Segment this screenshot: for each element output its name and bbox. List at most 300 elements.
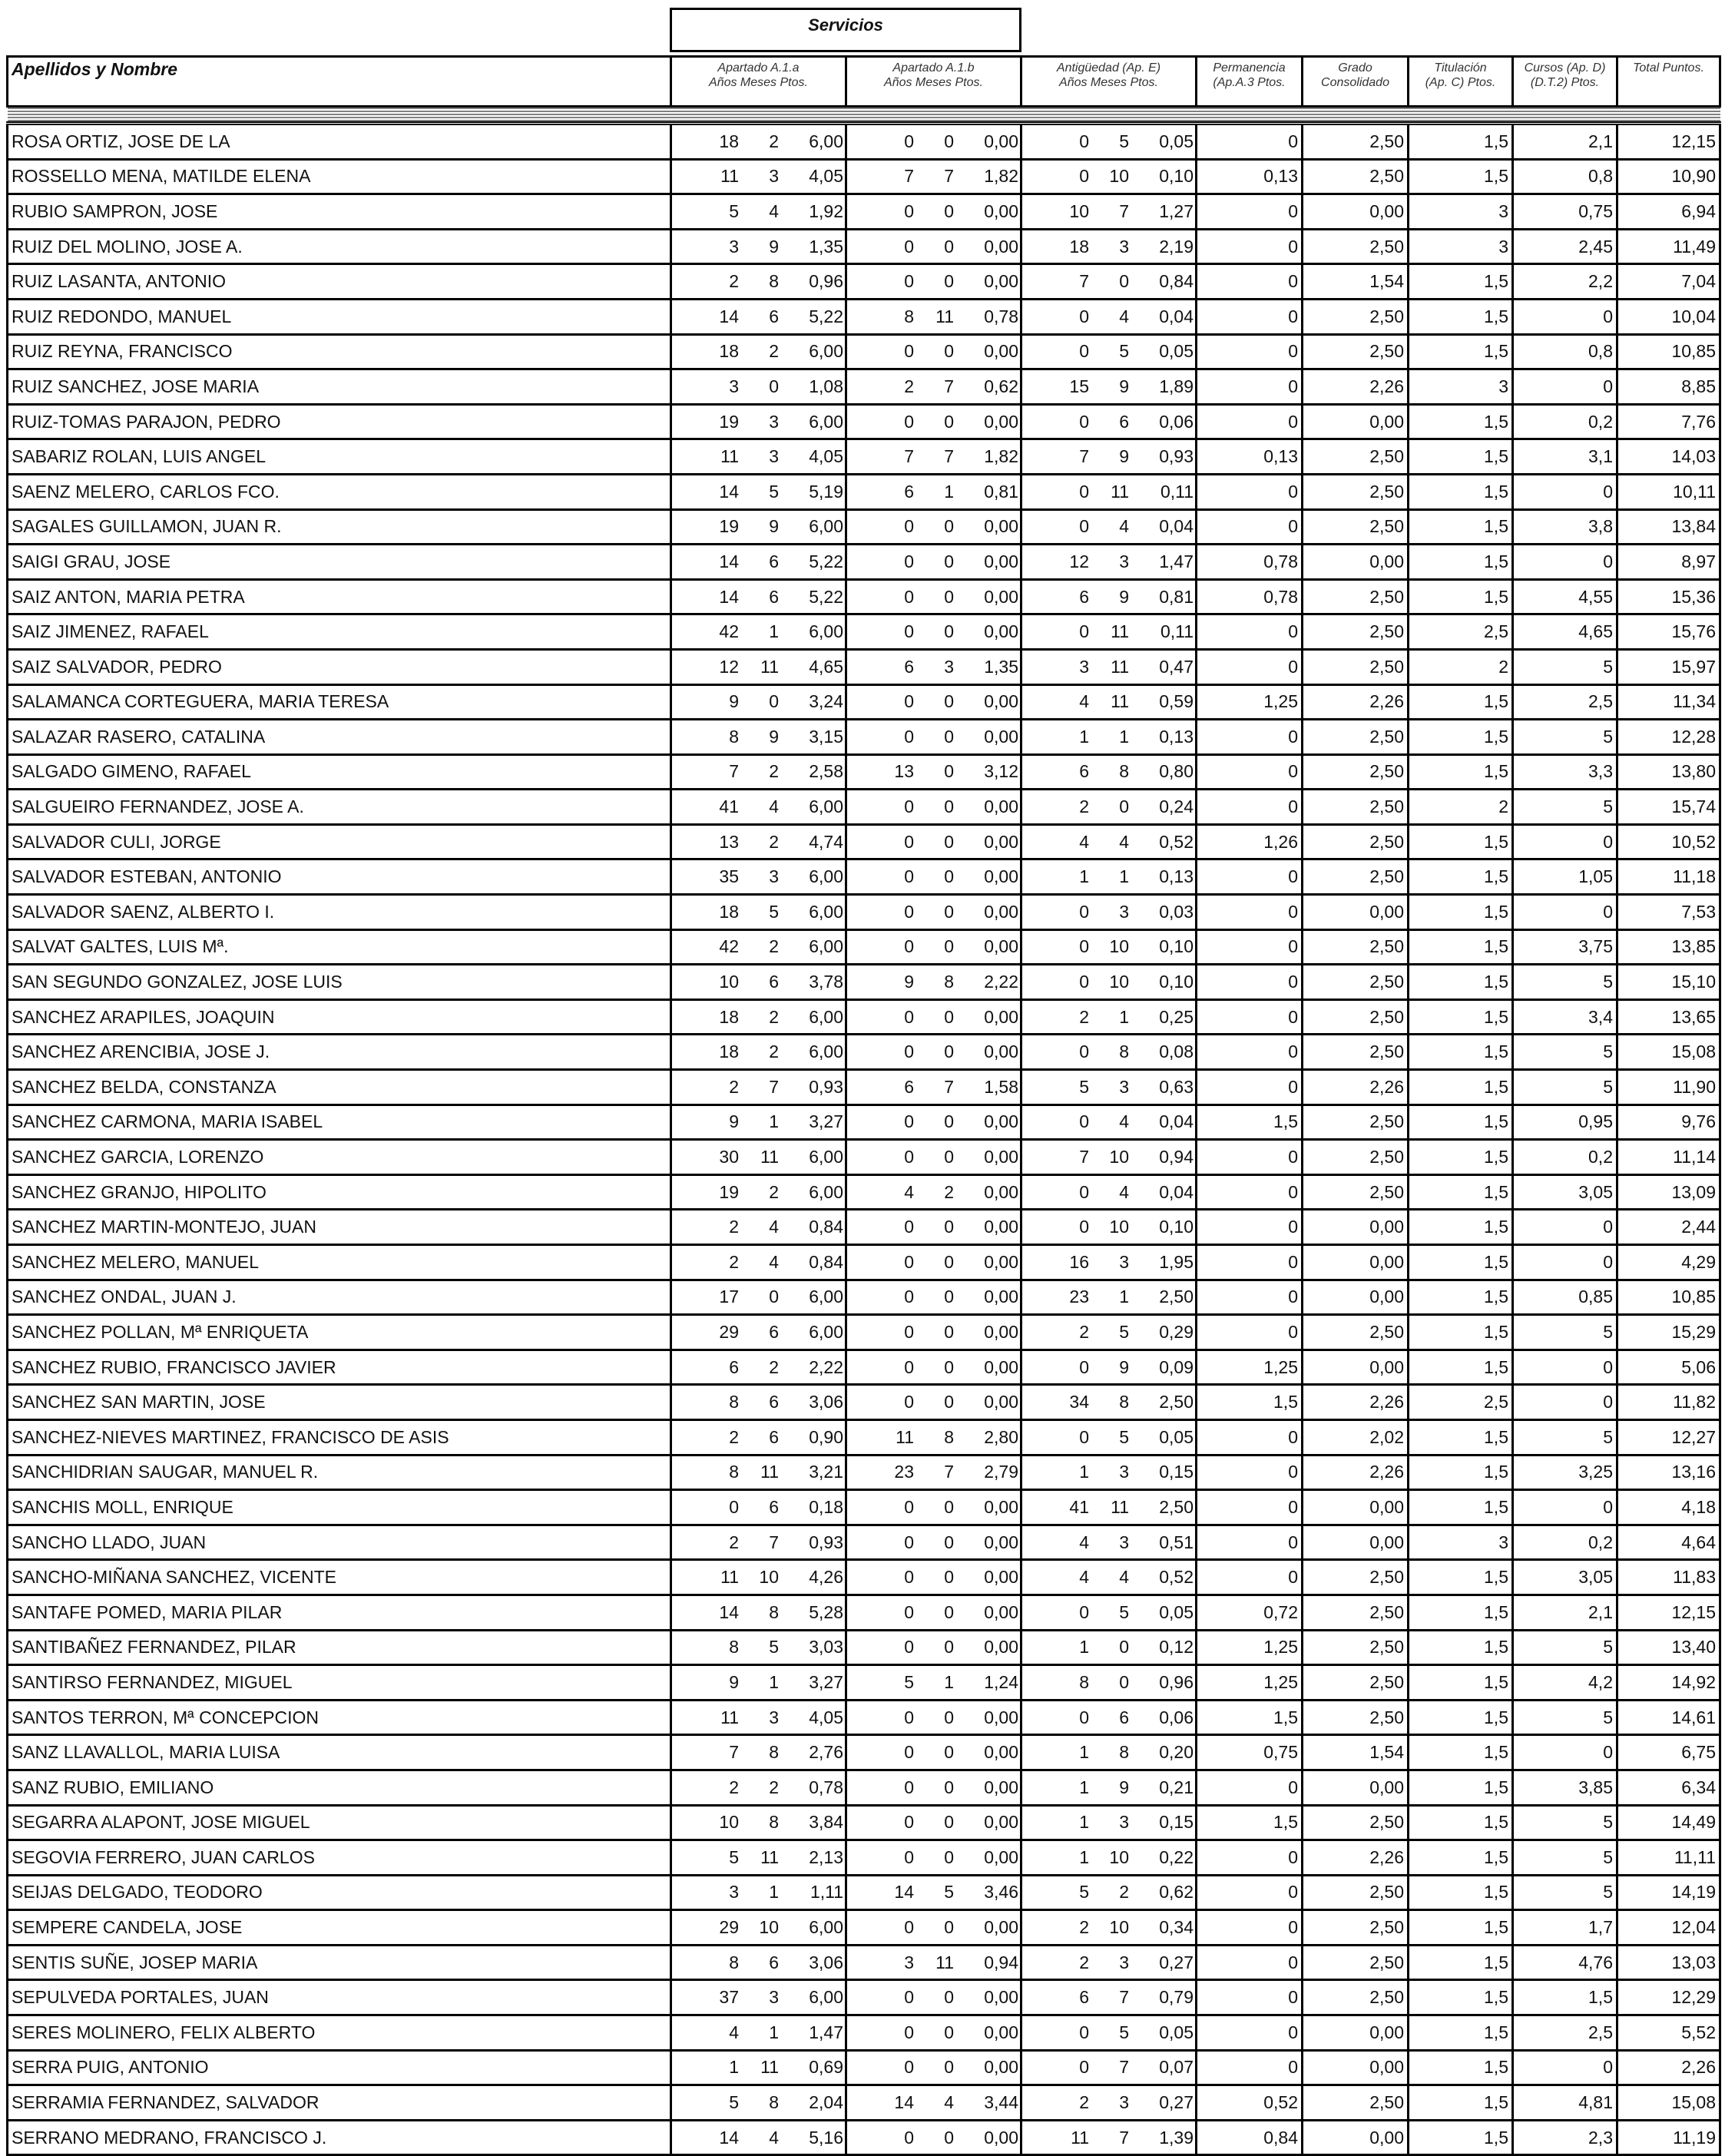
cell-a1b-anos: 2 <box>904 376 914 396</box>
cell-a1b-anos: 0 <box>904 1812 914 1833</box>
cell-a1b-meses: 7 <box>944 1076 954 1097</box>
cell-grado: 0,00 <box>1303 1770 1409 1805</box>
cell-grado: 2,50 <box>1303 159 1409 194</box>
cell-a1a <box>671 859 846 895</box>
cell-a1a-meses: 3 <box>769 166 779 187</box>
cell-a1b <box>846 1945 1021 1980</box>
cell-antiguedad-meses: 7 <box>1119 200 1129 221</box>
cell-titulacion: 1,5 <box>1409 2050 1513 2085</box>
cell-antiguedad-meses: 0 <box>1119 271 1129 292</box>
cell-a1a-ptos: 2,58 <box>809 761 843 782</box>
cell-a1a-anos: 19 <box>719 1181 739 1202</box>
cell-a1a <box>671 1350 846 1385</box>
cell-a1a-ptos: 5,19 <box>809 481 843 502</box>
cell-a1b-ptos: 0,00 <box>984 131 1018 151</box>
cell-a1a <box>671 545 846 580</box>
cell-cursos: 0,8 <box>1513 334 1617 369</box>
cell-a1b <box>846 1104 1021 1140</box>
cell-antiguedad-meses: 9 <box>1119 446 1129 467</box>
cell-a1a <box>671 790 846 825</box>
cell-a1a-meses: 6 <box>769 1321 779 1342</box>
cell-titulacion: 1,5 <box>1409 264 1513 300</box>
cell-permanencia: 1,25 <box>1197 1630 1303 1665</box>
cell-a1a-meses: 6 <box>769 586 779 607</box>
cell-antiguedad-ptos: 0,20 <box>1159 1742 1194 1763</box>
cell-a1a-anos: 42 <box>719 621 739 642</box>
cell-a1a-anos: 37 <box>719 1987 739 2008</box>
cell-grado: 2,50 <box>1303 1630 1409 1665</box>
cell-a1a <box>671 474 846 509</box>
cell-a1a-anos: 18 <box>719 1006 739 1027</box>
cell-a1b-ptos: 0,00 <box>984 831 1018 852</box>
cell-a1a-meses: 6 <box>769 1952 779 1972</box>
cell-antiguedad <box>1021 1350 1197 1385</box>
cell-a1a-meses: 7 <box>769 1532 779 1552</box>
cell-a1a <box>671 1419 846 1455</box>
cell-permanencia: 0,78 <box>1197 545 1303 580</box>
cell-total: 5,52 <box>1617 2015 1720 2051</box>
cell-a1a-meses: 3 <box>769 1707 779 1727</box>
cell-a1a-anos: 8 <box>729 1462 739 1482</box>
cell-a1a-anos: 42 <box>719 936 739 957</box>
cell-antiguedad-ptos: 2,50 <box>1159 1287 1194 1307</box>
cell-permanencia: 0 <box>1197 2050 1303 2085</box>
cell-a1b <box>846 2120 1021 2155</box>
cell-grado: 2,50 <box>1303 1035 1409 1070</box>
cell-cursos: 0 <box>1513 369 1617 405</box>
cell-total: 14,19 <box>1617 1875 1720 1910</box>
cell-a1b-ptos: 0,00 <box>984 1742 1018 1763</box>
cell-a1b-anos: 0 <box>904 1707 914 1727</box>
cell-grado: 0,00 <box>1303 545 1409 580</box>
cell-antiguedad <box>1021 1315 1197 1350</box>
cell-a1a-meses: 4 <box>769 1251 779 1272</box>
cell-antiguedad-meses: 0 <box>1119 1671 1129 1692</box>
cell-total: 15,10 <box>1617 965 1720 1000</box>
cell-a1a <box>671 1140 846 1175</box>
cell-a1a-ptos: 5,22 <box>809 586 843 607</box>
table-row <box>8 1104 1720 1140</box>
cell-a1a-meses: 1 <box>769 621 779 642</box>
cell-antiguedad-anos: 2 <box>1079 2092 1089 2113</box>
cell-antiguedad-anos: 1 <box>1079 1637 1089 1658</box>
cell-cursos: 3,3 <box>1513 754 1617 790</box>
cell-titulacion: 1,5 <box>1409 1490 1513 1525</box>
cell-permanencia: 0 <box>1197 1210 1303 1245</box>
table-row <box>8 1665 1720 1701</box>
cell-antiguedad-anos: 0 <box>1079 411 1089 432</box>
table-row <box>8 404 1720 439</box>
cell-a1a <box>671 614 846 650</box>
cell-titulacion: 1,5 <box>1409 1035 1513 1070</box>
cell-name: SALVAT GALTES, LUIS Mª. <box>8 929 671 965</box>
cell-antiguedad-anos: 5 <box>1079 1076 1089 1097</box>
cell-a1a <box>671 1385 846 1420</box>
cell-name: SALVADOR SAENZ, ALBERTO I. <box>8 895 671 930</box>
cell-a1a <box>671 1665 846 1701</box>
cell-total: 13,16 <box>1617 1455 1720 1490</box>
col-header-name: Apellidos y Nombre <box>8 57 671 107</box>
cell-grado: 2,50 <box>1303 1174 1409 1210</box>
cell-permanencia: 0 <box>1197 1490 1303 1525</box>
cell-total: 11,49 <box>1617 229 1720 264</box>
cell-a1b-meses: 0 <box>944 796 954 817</box>
cell-a1a-anos: 11 <box>720 1567 739 1588</box>
cell-a1a-meses: 2 <box>769 936 779 957</box>
cell-cursos: 2,1 <box>1513 1595 1617 1630</box>
table-row <box>8 1245 1720 1280</box>
cell-a1b-ptos: 0,00 <box>984 1532 1018 1552</box>
cell-a1b-ptos: 3,44 <box>984 2092 1018 2113</box>
cell-total: 12,29 <box>1617 1980 1720 2015</box>
cell-a1a-anos: 41 <box>719 796 739 817</box>
cell-a1a <box>671 124 846 160</box>
cell-a1a <box>671 1315 846 1350</box>
table-row <box>8 1595 1720 1630</box>
cell-a1a <box>671 720 846 755</box>
table-row <box>8 895 1720 930</box>
cell-cursos: 5 <box>1513 1875 1617 1910</box>
cell-antiguedad-ptos: 0,59 <box>1159 691 1194 712</box>
cell-antiguedad-anos: 0 <box>1079 1601 1089 1622</box>
cell-antiguedad-meses: 1 <box>1119 866 1129 887</box>
cell-cursos: 1,7 <box>1513 1910 1617 1946</box>
cell-antiguedad-anos: 0 <box>1079 1426 1089 1447</box>
cell-total: 12,15 <box>1617 124 1720 160</box>
cell-antiguedad-meses: 3 <box>1119 236 1129 257</box>
cell-antiguedad-ptos: 0,06 <box>1159 1707 1194 1727</box>
cell-a1a-meses: 8 <box>769 1742 779 1763</box>
cell-antiguedad <box>1021 1455 1197 1490</box>
cell-antiguedad-meses: 3 <box>1119 551 1129 571</box>
cell-a1b <box>846 999 1021 1035</box>
cell-titulacion: 1,5 <box>1409 1350 1513 1385</box>
cell-a1b-meses: 0 <box>944 936 954 957</box>
cell-a1b-anos: 0 <box>904 2022 914 2042</box>
cell-name: SENTIS SUÑE, JOSEP MARIA <box>8 1945 671 1980</box>
cell-antiguedad-meses: 8 <box>1119 1742 1129 1763</box>
cell-antiguedad-meses: 0 <box>1119 1637 1129 1658</box>
cell-permanencia: 0 <box>1197 1174 1303 1210</box>
cell-antiguedad-ptos: 0,22 <box>1159 1846 1194 1867</box>
cell-a1b-meses: 0 <box>944 866 954 887</box>
cell-permanencia: 0,13 <box>1197 439 1303 475</box>
cell-permanencia: 0 <box>1197 1770 1303 1805</box>
cell-permanencia: 0,75 <box>1197 1735 1303 1770</box>
cell-antiguedad-meses: 3 <box>1119 1812 1129 1833</box>
cell-titulacion: 3 <box>1409 1525 1513 1560</box>
cell-antiguedad-ptos: 0,06 <box>1159 411 1194 432</box>
cell-a1b-meses: 0 <box>944 1567 954 1588</box>
cell-titulacion: 2,5 <box>1409 614 1513 650</box>
cell-a1b-ptos: 0,00 <box>984 901 1018 922</box>
cell-antiguedad <box>1021 1070 1197 1105</box>
cell-antiguedad <box>1021 404 1197 439</box>
cell-a1b-anos: 0 <box>904 901 914 922</box>
table-row <box>8 859 1720 895</box>
cell-permanencia: 1,5 <box>1197 1805 1303 1840</box>
cell-antiguedad-ptos: 0,09 <box>1159 1356 1194 1377</box>
cell-a1a-anos: 11 <box>720 166 739 187</box>
cell-a1a-meses: 5 <box>769 1637 779 1658</box>
cell-a1b-anos: 0 <box>904 1321 914 1342</box>
cell-a1b-ptos: 2,22 <box>984 972 1018 992</box>
table-row <box>8 1910 1720 1946</box>
cell-grado: 2,50 <box>1303 334 1409 369</box>
cell-a1a <box>671 1560 846 1595</box>
cell-antiguedad <box>1021 1980 1197 2015</box>
cell-grado: 0,00 <box>1303 1525 1409 1560</box>
cell-a1b <box>846 159 1021 194</box>
col-header-total: Total Puntos. <box>1617 57 1720 107</box>
cell-a1a <box>671 1595 846 1630</box>
cell-name: SANCHO-MIÑANA SANCHEZ, VICENTE <box>8 1560 671 1595</box>
cell-antiguedad-meses: 11 <box>1111 691 1129 712</box>
cell-grado: 2,50 <box>1303 754 1409 790</box>
cell-a1a-anos: 14 <box>719 551 739 571</box>
cell-antiguedad-ptos: 0,10 <box>1159 1217 1194 1237</box>
cell-antiguedad <box>1021 1630 1197 1665</box>
cell-a1b-ptos: 2,79 <box>984 1462 1018 1482</box>
cell-total: 6,34 <box>1617 1770 1720 1805</box>
cell-a1b-ptos: 0,94 <box>984 1952 1018 1972</box>
cell-a1b-meses: 0 <box>944 1707 954 1727</box>
cell-a1a-anos: 29 <box>719 1321 739 1342</box>
table-row <box>8 1455 1720 1490</box>
cell-antiguedad-meses: 10 <box>1109 936 1129 957</box>
cell-a1a-anos: 13 <box>719 831 739 852</box>
cell-a1a-meses: 6 <box>769 1426 779 1447</box>
cell-a1a-ptos: 0,93 <box>809 1532 843 1552</box>
cell-name: ROSSELLO MENA, MATILDE ELENA <box>8 159 671 194</box>
cell-grado: 0,00 <box>1303 404 1409 439</box>
cell-antiguedad-anos: 0 <box>1079 2022 1089 2042</box>
cell-antiguedad-meses: 4 <box>1119 1567 1129 1588</box>
cell-total: 6,94 <box>1617 194 1720 230</box>
cell-a1b-anos: 23 <box>894 1462 914 1482</box>
cell-a1a-meses: 1 <box>769 2022 779 2042</box>
cell-a1a <box>671 1840 846 1876</box>
cell-a1b-ptos: 0,00 <box>984 200 1018 221</box>
cell-antiguedad-anos: 0 <box>1079 166 1089 187</box>
cell-titulacion: 1,5 <box>1409 474 1513 509</box>
cell-a1b-anos: 14 <box>894 1882 914 1903</box>
cell-a1a <box>671 334 846 369</box>
cell-a1b-anos: 4 <box>904 1181 914 1202</box>
cell-antiguedad-ptos: 0,62 <box>1159 1882 1194 1903</box>
cell-name: SERRANO MEDRANO, FRANCISCO J. <box>8 2120 671 2155</box>
cell-grado: 1,54 <box>1303 1735 1409 1770</box>
cell-a1b-ptos: 0,00 <box>984 1496 1018 1517</box>
cell-a1a-meses: 6 <box>769 306 779 326</box>
cell-name: SANCHIDRIAN SAUGAR, MANUEL R. <box>8 1455 671 1490</box>
cell-a1a-anos: 2 <box>729 1777 739 1797</box>
cell-antiguedad-anos: 10 <box>1069 200 1089 221</box>
cell-cursos: 0 <box>1513 895 1617 930</box>
cell-total: 11,83 <box>1617 1560 1720 1595</box>
cell-antiguedad-anos: 1 <box>1079 1846 1089 1867</box>
cell-grado: 2,26 <box>1303 684 1409 720</box>
cell-a1a-anos: 2 <box>729 1217 739 1237</box>
cell-permanencia: 1,5 <box>1197 1385 1303 1420</box>
cell-antiguedad <box>1021 509 1197 545</box>
cell-titulacion: 1,5 <box>1409 334 1513 369</box>
cell-name: SAIGI GRAU, JOSE <box>8 545 671 580</box>
cell-cursos: 5 <box>1513 1419 1617 1455</box>
cell-a1b-anos: 11 <box>896 1426 914 1447</box>
cell-antiguedad-anos: 4 <box>1079 691 1089 712</box>
cell-total: 11,82 <box>1617 1385 1720 1420</box>
cell-a1b <box>846 1419 1021 1455</box>
cell-name: SEMPERE CANDELA, JOSE <box>8 1910 671 1946</box>
cell-a1b-anos: 0 <box>904 1567 914 1588</box>
cell-a1b-anos: 0 <box>904 1742 914 1763</box>
cell-a1a-anos: 30 <box>719 1147 739 1167</box>
cell-a1a-ptos: 6,00 <box>809 901 843 922</box>
col-header-permanencia: Permanencia (Ap.A.3 Ptos. <box>1197 57 1303 107</box>
cell-antiguedad-anos: 0 <box>1079 1707 1089 1727</box>
cell-a1a-ptos: 2,04 <box>809 2092 843 2113</box>
cell-grado: 2,50 <box>1303 299 1409 334</box>
cell-a1a-ptos: 2,22 <box>809 1356 843 1377</box>
cell-titulacion: 1,5 <box>1409 965 1513 1000</box>
cell-a1b-ptos: 0,00 <box>984 516 1018 537</box>
cell-antiguedad-meses: 3 <box>1119 1532 1129 1552</box>
cell-name: SERRAMIA FERNANDEZ, SALVADOR <box>8 2085 671 2121</box>
cell-permanencia: 0 <box>1197 299 1303 334</box>
cell-a1a <box>671 404 846 439</box>
cell-a1a-meses: 0 <box>769 691 779 712</box>
table-row <box>8 229 1720 264</box>
cell-name: SAN SEGUNDO GONZALEZ, JOSE LUIS <box>8 965 671 1000</box>
cell-a1a-anos: 8 <box>729 1952 739 1972</box>
cell-a1b-ptos: 0,00 <box>984 1147 1018 1167</box>
cell-a1b-meses: 0 <box>944 551 954 571</box>
cell-a1b-anos: 6 <box>904 1076 914 1097</box>
cell-antiguedad-ptos: 0,84 <box>1159 271 1194 292</box>
cell-a1a-anos: 18 <box>719 341 739 362</box>
cell-total: 15,08 <box>1617 1035 1720 1070</box>
cell-a1a-meses: 8 <box>769 1601 779 1622</box>
cell-cursos: 2,2 <box>1513 264 1617 300</box>
cell-a1a-anos: 10 <box>719 1812 739 1833</box>
cell-titulacion: 1,5 <box>1409 1910 1513 1946</box>
cell-a1a-anos: 3 <box>729 376 739 396</box>
cell-a1a-ptos: 3,21 <box>809 1462 843 1482</box>
cell-a1b-anos: 8 <box>904 306 914 326</box>
cell-titulacion: 1,5 <box>1409 2120 1513 2155</box>
cell-a1a-anos: 5 <box>729 1846 739 1867</box>
cell-a1b-ptos: 0,00 <box>984 1251 1018 1272</box>
cell-permanencia: 0 <box>1197 369 1303 405</box>
cell-titulacion: 2 <box>1409 790 1513 825</box>
cell-antiguedad-anos: 23 <box>1069 1287 1089 1307</box>
cell-antiguedad-ptos: 0,13 <box>1159 726 1194 747</box>
cell-antiguedad-ptos: 0,80 <box>1159 761 1194 782</box>
cell-antiguedad-ptos: 0,08 <box>1159 1042 1194 1062</box>
cell-cursos: 4,81 <box>1513 2085 1617 2121</box>
cell-cursos: 2,3 <box>1513 2120 1617 2155</box>
cell-grado: 2,50 <box>1303 1140 1409 1175</box>
cell-a1a-meses: 9 <box>769 726 779 747</box>
table-row <box>8 474 1720 509</box>
cell-a1a <box>671 649 846 684</box>
cell-grado: 0,00 <box>1303 1280 1409 1315</box>
cell-a1a-ptos: 6,00 <box>809 1006 843 1027</box>
cell-a1b-meses: 7 <box>944 446 954 467</box>
cell-antiguedad-meses: 10 <box>1109 1846 1129 1867</box>
cell-a1b <box>846 194 1021 230</box>
cell-cursos: 3,05 <box>1513 1174 1617 1210</box>
cell-titulacion: 1,5 <box>1409 2015 1513 2051</box>
cell-a1b <box>846 545 1021 580</box>
cell-cursos: 5 <box>1513 1070 1617 1105</box>
header-separator <box>8 107 1720 124</box>
cell-a1a-ptos: 5,22 <box>809 551 843 571</box>
cell-antiguedad-meses: 4 <box>1119 1181 1129 1202</box>
cell-antiguedad <box>1021 1700 1197 1735</box>
cell-a1b <box>846 1980 1021 2015</box>
cell-titulacion: 1,5 <box>1409 299 1513 334</box>
cell-permanencia: 0 <box>1197 1560 1303 1595</box>
cell-a1a-ptos: 2,13 <box>809 1846 843 1867</box>
cell-total: 12,28 <box>1617 720 1720 755</box>
cell-a1b-meses: 0 <box>944 516 954 537</box>
cell-antiguedad-ptos: 0,15 <box>1159 1812 1194 1833</box>
cell-a1a-ptos: 4,26 <box>809 1567 843 1588</box>
cell-a1b <box>846 474 1021 509</box>
cell-a1a-anos: 2 <box>729 1426 739 1447</box>
cell-a1a-anos: 14 <box>719 306 739 326</box>
cell-a1a <box>671 1490 846 1525</box>
cell-antiguedad-anos: 2 <box>1079 1006 1089 1027</box>
cell-cursos: 0 <box>1513 1735 1617 1770</box>
cell-a1a-meses: 10 <box>759 1917 779 1938</box>
cell-a1a-ptos: 6,00 <box>809 341 843 362</box>
cell-cursos: 0,2 <box>1513 1525 1617 1560</box>
cell-grado: 2,50 <box>1303 474 1409 509</box>
cell-a1a-ptos: 3,84 <box>809 1812 843 1833</box>
cell-antiguedad-anos: 34 <box>1069 1392 1089 1412</box>
cell-a1b-meses: 0 <box>944 1637 954 1658</box>
cell-a1a <box>671 1875 846 1910</box>
cell-antiguedad-ptos: 0,07 <box>1159 2057 1194 2078</box>
cell-a1b-anos: 0 <box>904 1217 914 1237</box>
cell-total: 10,04 <box>1617 299 1720 334</box>
cell-a1b-meses: 0 <box>944 831 954 852</box>
cell-a1b-anos: 0 <box>904 1496 914 1517</box>
cell-a1b-ptos: 2,80 <box>984 1426 1018 1447</box>
cell-a1a <box>671 1280 846 1315</box>
cell-cursos: 2,5 <box>1513 684 1617 720</box>
cell-antiguedad-ptos: 0,10 <box>1159 166 1194 187</box>
cell-a1b-anos: 0 <box>904 726 914 747</box>
cell-antiguedad-meses: 8 <box>1119 761 1129 782</box>
cell-a1a-ptos: 3,24 <box>809 691 843 712</box>
cell-a1a <box>671 1805 846 1840</box>
cell-grado: 2,50 <box>1303 720 1409 755</box>
cell-cursos: 0 <box>1513 474 1617 509</box>
table-row <box>8 509 1720 545</box>
cell-a1a-ptos: 1,08 <box>809 376 843 396</box>
cell-titulacion: 1,5 <box>1409 1419 1513 1455</box>
cell-cursos: 2,1 <box>1513 124 1617 160</box>
cell-grado: 2,50 <box>1303 2085 1409 2121</box>
cell-a1a-meses: 8 <box>769 271 779 292</box>
cell-total: 10,52 <box>1617 824 1720 859</box>
cell-a1b-anos: 0 <box>904 936 914 957</box>
cell-a1a-meses: 0 <box>769 1287 779 1307</box>
